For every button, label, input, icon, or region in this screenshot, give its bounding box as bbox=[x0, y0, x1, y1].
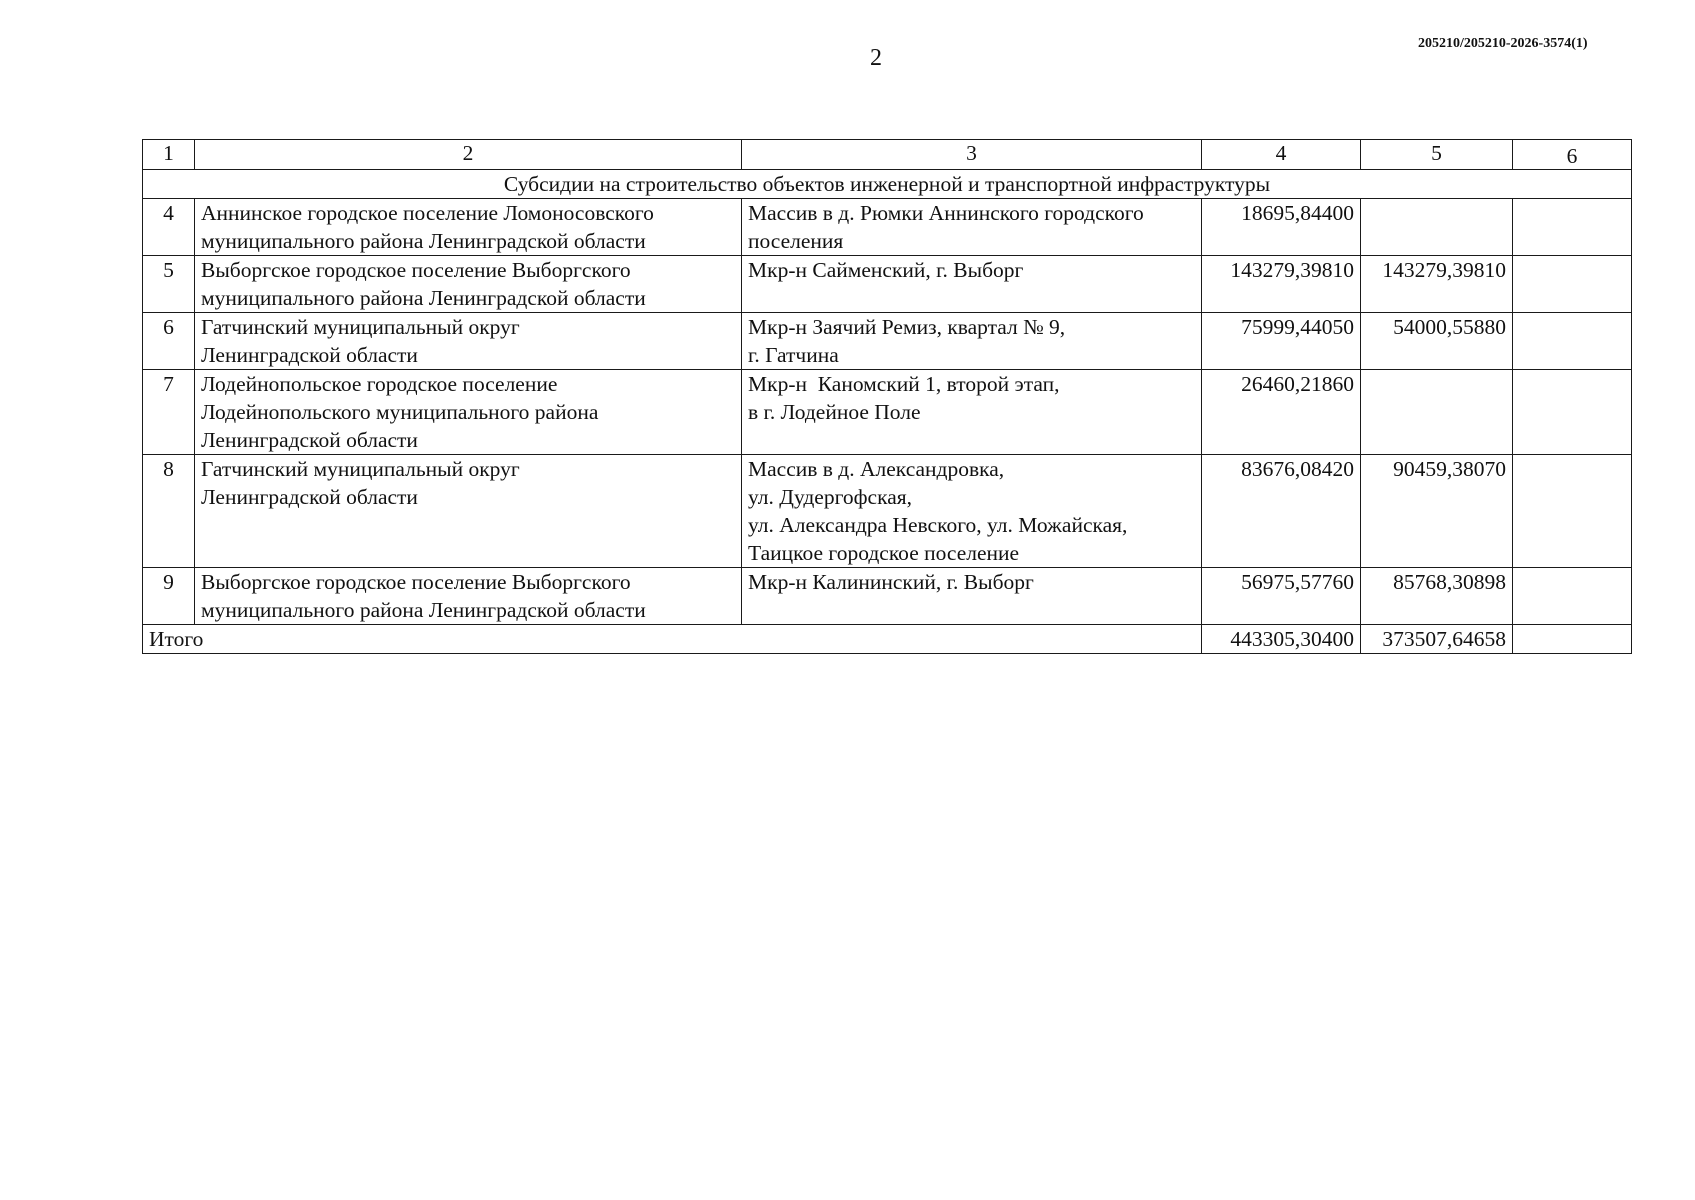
amount-col5: 85768,30898 bbox=[1361, 568, 1513, 625]
subsidy-table bbox=[142, 139, 1632, 654]
table-row bbox=[143, 199, 1632, 256]
amount-col5: 90459,38070 bbox=[1361, 455, 1513, 568]
amount-col5: 54000,55880 bbox=[1361, 313, 1513, 370]
object-line: в г. Лодейное Поле bbox=[748, 400, 921, 424]
table-row bbox=[143, 256, 1632, 313]
object-line: г. Гатчина bbox=[748, 343, 839, 367]
amount-col6 bbox=[1513, 370, 1632, 455]
table-row bbox=[143, 568, 1632, 625]
row-number: 8 bbox=[143, 455, 195, 568]
page-number: 2 bbox=[870, 45, 882, 71]
total-col6 bbox=[1513, 625, 1632, 654]
object-line: ул. Александра Невского, ул. Можайская, bbox=[748, 513, 1128, 537]
amount-col6 bbox=[1513, 199, 1632, 256]
row-number: 4 bbox=[143, 199, 195, 256]
municipality-line: Гатчинский муниципальный округ bbox=[201, 315, 520, 339]
amount-col5 bbox=[1361, 370, 1513, 455]
row-number: 7 bbox=[143, 370, 195, 455]
amount-col5 bbox=[1361, 199, 1513, 256]
municipality-cell bbox=[195, 199, 742, 256]
object-cell bbox=[742, 313, 1202, 370]
column-header-1: 1 bbox=[143, 140, 195, 170]
object-line: Мкр-н Сайменский, г. Выборг bbox=[748, 258, 1024, 282]
object-cell bbox=[742, 455, 1202, 568]
object-line: Мкр-н Заячий Ремиз, квартал № 9, bbox=[748, 315, 1066, 339]
section-title: Субсидии на строительство объектов инженерной и транспортной инфраструктуры bbox=[143, 170, 1632, 199]
amount-col6 bbox=[1513, 455, 1632, 568]
document-id: 205210/205210-2026-3574(1) bbox=[1418, 36, 1588, 51]
municipality-cell bbox=[195, 455, 742, 568]
municipality-line: муниципального района Ленинградской области bbox=[201, 286, 646, 310]
object-line: ул. Дудергофская, bbox=[748, 485, 913, 509]
municipality-line: Лодейнопольское городское поселение bbox=[201, 372, 558, 396]
total-col5: 373507,64658 bbox=[1361, 625, 1513, 654]
total-row bbox=[143, 625, 1632, 654]
total-col4: 443305,30400 bbox=[1202, 625, 1361, 654]
row-number: 9 bbox=[143, 568, 195, 625]
table-row bbox=[143, 455, 1632, 568]
municipality-line: Лодейнопольского муниципального района bbox=[201, 400, 599, 424]
section-title-row bbox=[143, 170, 1632, 199]
municipality-line: Выборгское городское поселение Выборгского bbox=[201, 570, 631, 594]
column-header-2: 2 bbox=[195, 140, 742, 170]
column-header-5: 5 bbox=[1361, 140, 1513, 170]
amount-col6 bbox=[1513, 313, 1632, 370]
table-row bbox=[143, 313, 1632, 370]
municipality-cell bbox=[195, 256, 742, 313]
municipality-line: Выборгское городское поселение Выборгского bbox=[201, 258, 631, 282]
object-line: Мкр-н Каномский 1, второй этап, bbox=[748, 372, 1060, 396]
municipality-cell bbox=[195, 313, 742, 370]
municipality-line: муниципального района Ленинградской области bbox=[201, 598, 646, 622]
table-row bbox=[143, 370, 1632, 455]
municipality-line: Ленинградской области bbox=[201, 428, 418, 452]
amount-col4: 83676,08420 bbox=[1202, 455, 1361, 568]
object-line: Массив в д. Александровка, bbox=[748, 457, 1005, 481]
object-cell bbox=[742, 199, 1202, 256]
column-numbers-row bbox=[143, 140, 1632, 170]
object-cell bbox=[742, 568, 1202, 625]
municipality-cell bbox=[195, 568, 742, 625]
row-number: 6 bbox=[143, 313, 195, 370]
column-header-6: 6 bbox=[1513, 140, 1632, 170]
amount-col4: 26460,21860 bbox=[1202, 370, 1361, 455]
object-line: Мкр-н Калининский, г. Выборг bbox=[748, 570, 1034, 594]
amount-col4: 143279,39810 bbox=[1202, 256, 1361, 313]
object-line: поселения bbox=[748, 229, 844, 253]
amount-col5: 143279,39810 bbox=[1361, 256, 1513, 313]
municipality-line: Ленинградской области bbox=[201, 343, 418, 367]
amount-col4: 56975,57760 bbox=[1202, 568, 1361, 625]
amount-col6 bbox=[1513, 256, 1632, 313]
municipality-line: Гатчинский муниципальный округ bbox=[201, 457, 520, 481]
object-line: Массив в д. Рюмки Аннинского городского bbox=[748, 201, 1144, 225]
amount-col4: 18695,84400 bbox=[1202, 199, 1361, 256]
column-header-4: 4 bbox=[1202, 140, 1361, 170]
row-number: 5 bbox=[143, 256, 195, 313]
object-cell bbox=[742, 370, 1202, 455]
total-label: Итого bbox=[143, 625, 1202, 654]
object-cell bbox=[742, 256, 1202, 313]
municipality-line: Ленинградской области bbox=[201, 485, 418, 509]
municipality-line: Аннинское городское поселение Ломоносовского bbox=[201, 201, 654, 225]
municipality-line: муниципального района Ленинградской области bbox=[201, 229, 646, 253]
amount-col4: 75999,44050 bbox=[1202, 313, 1361, 370]
column-header-3: 3 bbox=[742, 140, 1202, 170]
object-line: Таицкое городское поселение bbox=[748, 541, 1020, 565]
amount-col6 bbox=[1513, 568, 1632, 625]
municipality-cell bbox=[195, 370, 742, 455]
